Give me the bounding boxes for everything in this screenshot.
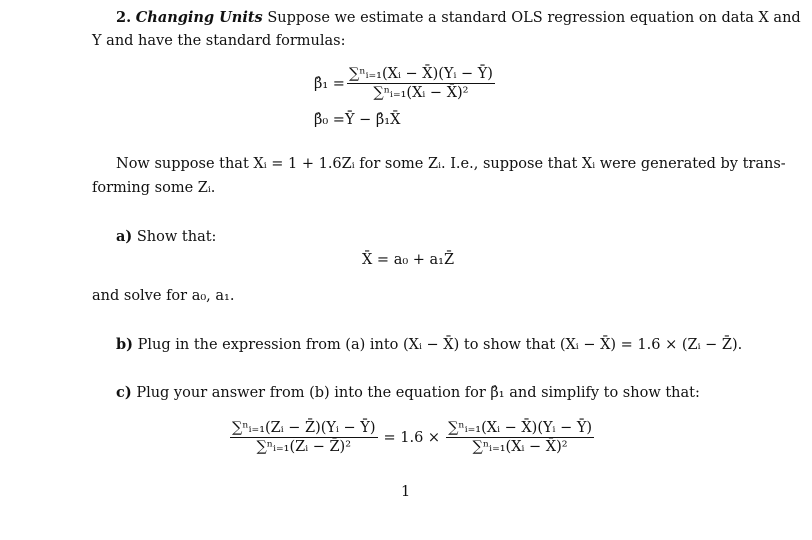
page-number: 1 bbox=[401, 484, 411, 500]
beta1-numerator: ∑ⁿᵢ₌₁(Xᵢ − X̄)(Yᵢ − Ȳ) bbox=[348, 66, 493, 82]
part-c-equation bbox=[230, 420, 594, 455]
part-a-equation: X̄ = a₀ + a₁Z̄ bbox=[362, 252, 455, 268]
part-b-text: Plug in the expression from (a) into (Xᵢ − X̄) to show that (Xᵢ − X̄) = 1.6 × (Zᵢ − Z̄). bbox=[137, 337, 743, 353]
part-c-rhs-denominator: ∑ⁿᵢ₌₁(Xᵢ − X̄)² bbox=[472, 439, 568, 455]
part-c-lhs-fraction bbox=[230, 420, 378, 455]
part-b-prompt bbox=[116, 336, 742, 353]
transform-line2: forming some Zᵢ. bbox=[92, 180, 216, 196]
part-b-label: b) bbox=[116, 336, 133, 353]
part-c-lhs-denominator: ∑ⁿᵢ₌₁(Zᵢ − Z̄)² bbox=[256, 439, 352, 455]
problem-number: 2. bbox=[116, 9, 132, 26]
part-c-rhs-fraction bbox=[446, 420, 594, 455]
part-a-followup: and solve for a₀, a₁. bbox=[92, 288, 235, 304]
problem-intro-line2: Y and have the standard formulas: bbox=[92, 33, 346, 49]
beta1-formula bbox=[314, 66, 495, 101]
part-c-label: c) bbox=[116, 384, 132, 401]
transform-line1: Now suppose that Xᵢ = 1 + 1.6Zᵢ for some Zᵢ. I.e., suppose that Xᵢ were generated by trans- bbox=[116, 156, 786, 172]
problem-header bbox=[116, 9, 801, 26]
part-a-text: Show that: bbox=[136, 229, 217, 245]
part-c-rhs-numerator: ∑ⁿᵢ₌₁(Xᵢ − X̄)(Yᵢ − Ȳ) bbox=[448, 420, 593, 436]
beta1-fraction bbox=[347, 66, 495, 101]
part-c-text: Plug your answer from (b) into the equation for β̂₁ and simplify to show that: bbox=[136, 385, 700, 401]
part-c-middle: = 1.6 × bbox=[383, 429, 441, 446]
beta1-lhs: β̂₁ = bbox=[314, 75, 345, 92]
part-c-lhs-numerator: ∑ⁿᵢ₌₁(Zᵢ − Z̄)(Yᵢ − Ȳ) bbox=[232, 420, 376, 436]
problem-intro-line1: Suppose we estimate a standard OLS regression equation on data X and bbox=[267, 10, 801, 26]
part-c-prompt bbox=[116, 384, 700, 401]
part-a-prompt bbox=[116, 228, 216, 245]
beta1-denominator: ∑ⁿᵢ₌₁(Xᵢ − X̄)² bbox=[373, 85, 469, 101]
beta0-formula: β̂₀ =Ȳ − β̂₁X̄ bbox=[314, 112, 401, 128]
part-a-label: a) bbox=[116, 228, 133, 245]
problem-title: Changing Units bbox=[135, 9, 263, 26]
